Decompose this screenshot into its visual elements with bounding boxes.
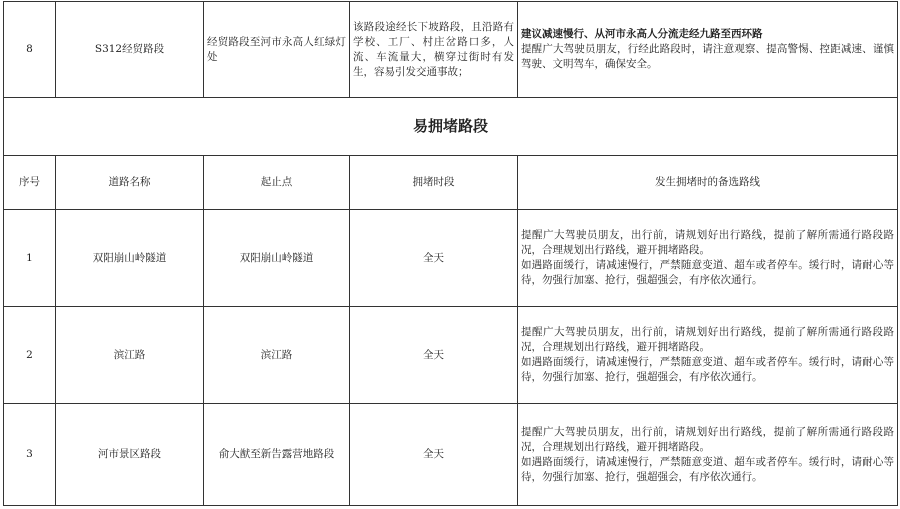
time-cell: 全天 bbox=[350, 404, 518, 506]
road-name-cell: S312经贸路段 bbox=[56, 2, 204, 98]
seq-cell: 8 bbox=[4, 2, 56, 98]
road-name-cell: 双阳崩山岭隧道 bbox=[56, 210, 204, 307]
range-cell: 经贸路段至河市永高人红绿灯处 bbox=[204, 2, 350, 98]
section-title: 易拥堵路段 bbox=[4, 98, 898, 156]
alt-route-text: 提醒广大驾驶员朋友，出行前，请规划好出行路线，提前了解所需通行路段路况，合理规划出行路线，避开拥堵路段。 bbox=[521, 326, 894, 353]
table-row bbox=[4, 210, 898, 307]
table-row bbox=[4, 404, 898, 506]
seq-cell: 2 bbox=[4, 307, 56, 404]
range-cell: 滨江路 bbox=[204, 307, 350, 404]
header-road: 道路名称 bbox=[56, 156, 204, 210]
traffic-table bbox=[3, 1, 898, 506]
time-cell: 全天 bbox=[350, 307, 518, 404]
road-name-cell: 滨江路 bbox=[56, 307, 204, 404]
alt-route-text: 提醒广大驾驶员朋友，出行前，请规划好出行路线，提前了解所需通行路段路况，合理规划出行路线，避开拥堵路段。 bbox=[521, 425, 894, 453]
time-cell: 全天 bbox=[350, 210, 518, 307]
alt-route-text: 提醒广大驾驶员朋友，出行前，请规划好出行路线，提前了解所需通行路段路况，合理规划出行路线，避开拥堵路段。 bbox=[521, 229, 894, 256]
alt-route-text: 如遇路面缓行，请减速慢行，严禁随意变道、超车或者停车。缓行时，请耐心等待，勿强行加塞、抢行，强超强会，有序依次通行。 bbox=[521, 259, 894, 286]
header-row bbox=[4, 156, 898, 210]
advice-bold-text: 建议减速慢行、从河市永高人分流走经九路至西环路 bbox=[521, 28, 763, 40]
range-cell: 俞大猷至新告露营地路段 bbox=[204, 404, 350, 506]
header-range: 起止点 bbox=[204, 156, 350, 210]
section-row bbox=[4, 98, 898, 156]
description-cell: 该路段途经长下坡路段，且沿路有学校、工厂、村庄岔路口多，人流、车流量大，横穿过街时有发生，容易引发交通事故； bbox=[350, 2, 518, 98]
alt-route-text: 如遇路面缓行，请减速慢行，严禁随意变道、超车或者停车。缓行时，请耐心等待，勿强行加塞、抢行，强超强会，有序依次通行。 bbox=[521, 455, 894, 483]
road-name-cell: 河市景区路段 bbox=[56, 404, 204, 506]
advice-cell bbox=[518, 2, 898, 98]
seq-cell: 3 bbox=[4, 404, 56, 506]
table-row-8 bbox=[4, 2, 898, 98]
header-seq: 序号 bbox=[4, 156, 56, 210]
alt-route-cell bbox=[518, 404, 898, 506]
header-alt-route: 发生拥堵时的备选路线 bbox=[518, 156, 898, 210]
alt-route-cell bbox=[518, 307, 898, 404]
advice-text: 提醒广大驾驶员朋友，行经此路段时，请注意观察、提高警惕、控距减速、谨慎驾驶、文明驾车，确保安全。 bbox=[521, 43, 894, 70]
range-cell: 双阳崩山岭隧道 bbox=[204, 210, 350, 307]
seq-cell: 1 bbox=[4, 210, 56, 307]
alt-route-text: 如遇路面缓行，请减速慢行，严禁随意变道、超车或者停车。缓行时，请耐心等待，勿强行加塞、抢行，强超强会，有序依次通行。 bbox=[521, 356, 894, 383]
alt-route-cell bbox=[518, 210, 898, 307]
header-time: 拥堵时段 bbox=[350, 156, 518, 210]
table-row bbox=[4, 307, 898, 404]
